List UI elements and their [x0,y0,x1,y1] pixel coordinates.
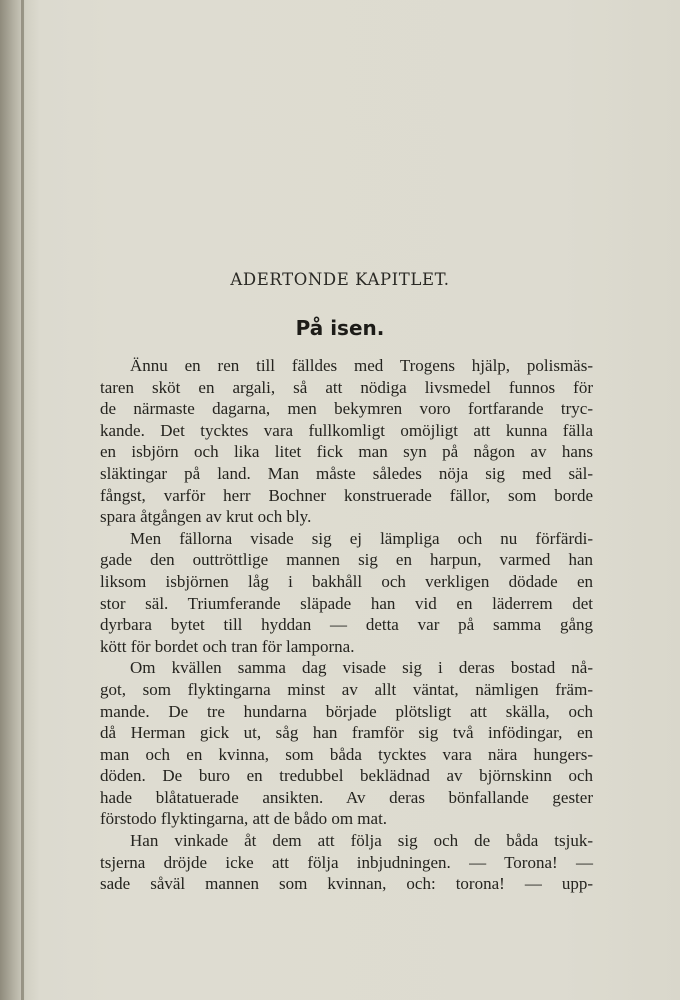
text-line: en isbjörn och lika litet fick man syn på någon av hans [100,442,593,462]
text-line: fångst, varför herr Bochner konstruerade fällor, som borde [100,485,593,505]
text-line: förstodo flyktingarna, att de bådo om mat. [100,809,388,829]
text-line: Ännu en ren till fälldes med Trogens hjälp, polismäs- [130,356,593,375]
text-line: stor säl. Triumferande släpade han vid en läderrem det [100,593,593,613]
text-line: Om kvällen samma dag visade sig i deras bostad nå- [130,658,593,678]
text-line: gade den outtröttlige mannen sig en harpun, varmed han [100,550,593,570]
text-line: liksom isbjörnen låg i bakhåll och verkligen dödade en [100,571,593,591]
text-line: Men fällorna visade sig ej lämpliga och nu förfärdi- [130,528,593,548]
chapter-title: På isen. [295,316,385,340]
chapter-heading: ADERTONDE KAPITLET. [230,270,450,289]
text-line: de närmaste dagarna, men bekymren voro fortfarande tryc- [100,399,593,419]
text-line: man och en kvinna, som båda tycktes vara nära hungers- [100,744,593,764]
text-line: då Herman gick ut, såg han framför sig två infödingar, en [100,723,593,743]
text-line: spara åtgången av krut och bly. [100,507,312,527]
text-line: taren sköt en argali, så att nödiga livsmedel funnos för [100,377,593,397]
page-gutter [21,0,24,1000]
text-line: döden. De buro en tredubbel beklädnad av björnskinn och [100,766,593,786]
text-line: dyrbara bytet till hyddan — detta var på samma gång [100,615,593,635]
text-line: släktingar på land. Man måste således nöja sig med säl- [100,463,593,483]
text-line: kött för bordet och tran för lamporna. [100,636,355,656]
text-line: sade såväl mannen som kvinnan, och: torona! — upp- [100,874,593,894]
body-text [100,355,593,895]
text-line: mande. De tre hundarna började plötsligt att skälla, och [100,701,593,721]
text-line: tsjerna dröjde icke att följa inbjudningen. — Torona! — [100,852,593,872]
text-line: hade blåtatuerade ansikten. Av deras bönfallande gester [100,787,593,807]
text-line: kande. Det tycktes vara fullkomligt omöjligt att kunna fälla [100,420,593,440]
text-line: Han vinkade åt dem att följa sig och de båda tsjuk- [130,831,593,851]
text-line: got, som flyktingarna minst av allt väntat, nämligen främ- [100,679,593,699]
